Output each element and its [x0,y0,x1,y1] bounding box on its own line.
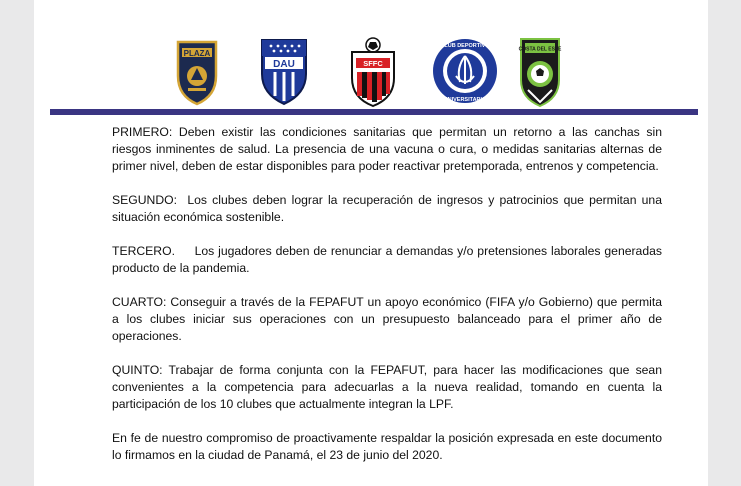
svg-text:CLUB DEPORTIVO: CLUB DEPORTIVO [440,43,490,49]
paragraph-label: QUINTO: [112,363,163,377]
paragraph-label: SEGUNDO: [112,193,178,207]
paragraph-label: TERCERO. [112,244,175,258]
paragraph-text: En fe de nuestro compromiso de proactivamente respaldar la posición expresada en este documento lo firmamos en la ciudad de Panamá, el 23 de junio del 2020. [112,431,662,462]
sffc-crest-text: SFFC [363,59,383,68]
plaza-crest-logo [174,36,220,108]
paragraph-tercero [112,243,666,277]
paragraph-cuarto [112,294,662,345]
paragraph-primero [112,124,662,175]
document-page [34,0,708,486]
paragraph-label: CUARTO: [112,295,167,309]
dau-crest-logo [259,36,309,108]
paragraph-text: Los jugadores deben de renunciar a demandas y/o pretensiones laborales generadas producto de la pandemia. [112,244,666,275]
plaza-crest-text: PLAZA [183,49,211,58]
paragraph-text: Trabajar de forma conjunta con la FEPAFUT, para hacer las modificaciones que sean convenientes a la competencia para adecuarlas a la nueva realidad, tomando en cuenta la participación de los 10 clubes que actualmente integran la LPF. [112,363,662,411]
universitario-crest-logo [430,36,500,108]
sporting-sanfrancisco-crest-logo [348,36,398,108]
svg-text:COSTA DEL ESTE: COSTA DEL ESTE [518,46,562,53]
paragraph-label: PRIMERO: [112,125,173,139]
club-logos-row [34,36,708,108]
paragraph-text: Conseguir a través de la FEPAFUT un apoyo económico (FIFA y/o Gobierno) que permita a los clubes iniciar sus operaciones con un presupuesto balanceado para el primer año de operaciones. [112,295,662,343]
svg-text:UNIVERSITARIO: UNIVERSITARIO [443,97,487,103]
paragraph-text: Los clubes deben lograr la recuperación de ingresos y patrocinios que permitan una situación económica sostenible. [112,193,666,224]
header-divider [50,109,698,115]
paragraph-quinto [112,362,662,413]
costa-del-este-crest-logo [518,36,562,108]
paragraph-segundo [112,192,666,226]
dau-crest-text: DAU [273,59,295,70]
paragraph-cierre [112,430,662,464]
document-body [112,124,666,481]
paragraph-text: Deben existir las condiciones sanitarias que permitan un retorno a las canchas sin riesgos inminentes de salud. La presencia de una vacuna o cura, o medidas sanitarias alternas de primer nivel, deben de estar disponibles para poder reactivar pretemporada, entrenos y competencia. [112,125,662,173]
